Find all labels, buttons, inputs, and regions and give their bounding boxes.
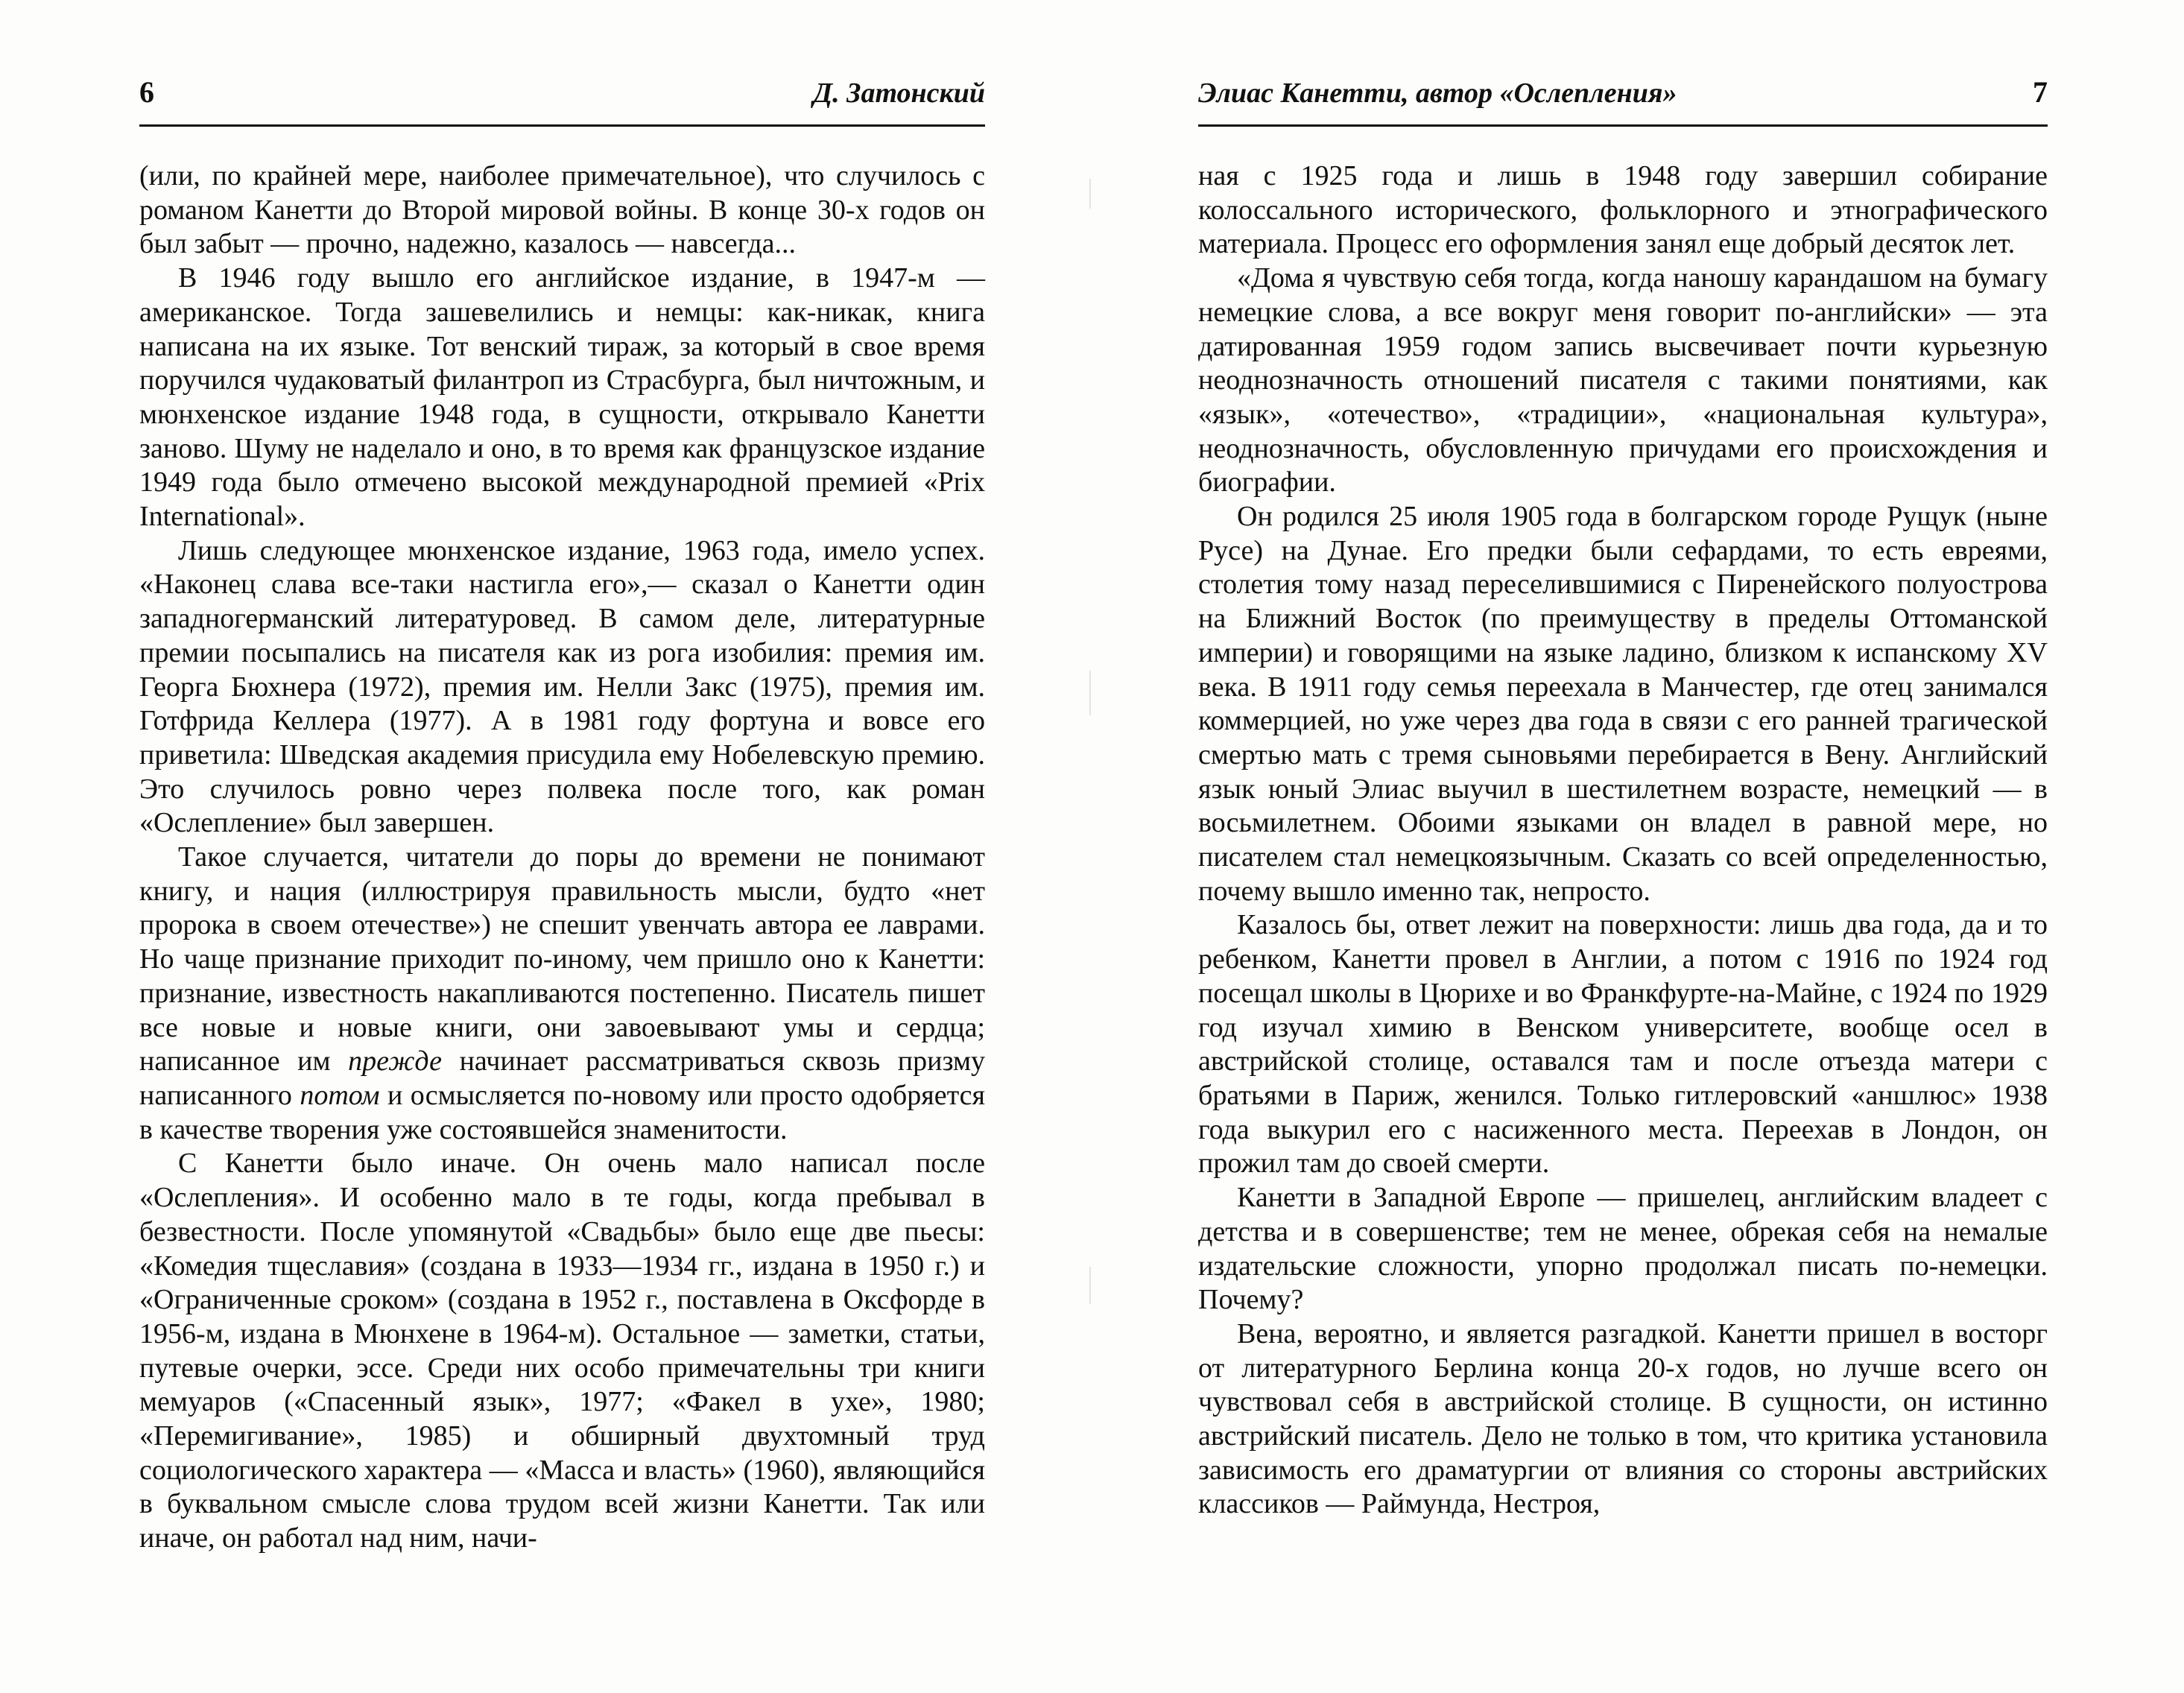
paragraph: С Канетти было иначе. Он очень мало написал после «Ослепления». И особенно мало в те годы, когда пребывал в безвестности. После упомянутой «Свадьбы» было еще две пьесы: «Комедия тщеславия» (создана в 1933—1934 гг., издана в 1950 г.) и «Ограниченные сроком» (создана в 1952 г., поставлена в Оксфорде в 1956-м, издана в Мюнхене в 1964-м). Остальное — заметки, статьи, путевые очерки, эссе. Среди них особо примечательны три книги мемуаров («Спасенный язык», 1977; «Факел в ухе», 1980; «Перемигивание», 1985) и обширный двухтомный труд социологического характера — «Масса и власть» (1960), являющийся в буквальном смысле слова трудом всей жизни Канетти. Так или иначе, он работал над ним, начи- (139, 1148, 985, 1554)
paragraph: «Дома я чувствую себя тогда, когда наношу карандашом на бумагу немецкие слова, а все вокруг меня говорит по-английски» — эта датированная 1959 годом запись высвечивает почти курьезную неоднозначность отношений писателя с такими понятиями, как «язык», «отечество», «традиции», «национальная культура», неоднозначность, обусловленную причудами его происхождения и биографии. (1198, 262, 2048, 499)
right-page (1198, 75, 2048, 1522)
paragraph: Он родился 25 июля 1905 года в болгарском городе Рущук (ныне Русе) на Дунае. Его предки были сефардами, то есть евреями, столетия тому назад переселившимися с Пиренейского полуострова на Ближний Восток (по преимуществу в пределы Оттоманской империи) и говорящими на языке ладино, близком к испанскому XV века. В 1911 году семья переехала в Манчестер, где отец занимался коммерцией, но уже через два года в связи с его ранней трагической смертью мать с тремя сыновьями перебирается в Вену. Английский язык юный Элиас выучил в шестилетнем возрасте, немецкий — в восьмилетнем. Обоими языками он владел в равной мере, но писателем стал немецкоязычным. Сказать со всей определенностью, почему вышло именно так, непросто. (1198, 501, 2048, 907)
page-number-left: 6 (139, 75, 154, 109)
page-number-right: 7 (2033, 75, 2048, 109)
paragraph: ная с 1925 года и лишь в 1948 году завершил собирание колоссального исторического, фольклорного и этнографического материала. Процесс его оформления занял еще добрый десяток лет. (1198, 160, 2048, 260)
paragraph: Казалось бы, ответ лежит на поверхности: лишь два года, да и то ребенком, Канетти провел в Англии, а потом с 1916 по 1924 год посещал школы в Цюрихе и во Франкфурте-на-Майне, с 1924 по 1929 год изучал химию в Венском университете, вообще осел в австрийской столице, оставался там и после отъезда матери с братьями в Париж, женился. Только гитлеровский «аншлюс» 1938 года выкурил его с насиженного места. Переехав в Лондон, он прожил там до своей смерти. (1198, 909, 2048, 1180)
running-head-author: Д. Затонский (813, 77, 985, 109)
right-body-text (1198, 159, 2048, 1522)
gutter-shadow (1089, 671, 1091, 715)
paragraph: Канетти в Западной Европе — пришелец, английским владеет с детства и в совершенстве; тем не менее, обрекая себя на немалые издательские сложности, упорно продолжал писать по-немецки. Почему? (1198, 1182, 2048, 1316)
left-running-head (139, 75, 985, 127)
gutter-shadow (1089, 179, 1091, 209)
paragraph: В 1946 году вышло его английское издание, в 1947-м — американское. Тогда зашевелились и немцы: как-никак, книга написана на их языке. Тот венский тираж, за который в свое время поручился чудаковатый филантроп из Страсбурга, был ничтожным, и мюнхенское издание 1948 года, в сущности, открывало Канетти заново. Шуму не наделало и оно, в то время как французское издание 1949 года было отмечено высокой международной премией «Prix International». (139, 262, 985, 533)
left-page (139, 75, 985, 1556)
paragraph: Лишь следующее мюнхенское издание, 1963 года, имело успех. «Наконец слава все-таки настигла его»,— сказал о Канетти один западногерманский литературовед. В самом деле, литературные премии посыпались на писателя как из рога изобилия: премия им. Георга Бюхнера (1972), премия им. Нелли Закс (1975), премия им. Готфрида Келлера (1977). А в 1981 году фортуна и вовсе его приветила: Шведская академия присудила ему Нобелевскую премию. Это случилось ровно через полвека после того, как роман «Ослепление» был завершен. (139, 534, 985, 839)
gutter-shadow (1089, 1267, 1091, 1304)
italic-word: прежде (348, 1045, 442, 1077)
italic-word: потом (300, 1079, 380, 1111)
paragraph: (или, по крайней мере, наиболее примечательное), что случилось с романом Канетти до Второй мировой войны. В конце 30-х годов он был забыт — прочно, надежно, казалось — навсегда... (139, 160, 985, 260)
running-head-title: Элиас Канетти, автор «Ослепления» (1198, 77, 1677, 109)
right-running-head (1198, 75, 2048, 127)
paragraph: Вена, вероятно, и является разгадкой. Канетти пришел в восторг от литературного Берлина конца 20-х годов, но лучше всего он чувствовал себя в австрийской столице. В сущности, он истинно австрийский писатель. Дело не только в том, что критика установила зависимость его драматургии от влияния со стороны австрийских классиков — Раймунда, Нестроя, (1198, 1317, 2048, 1520)
left-body-text (139, 159, 985, 1556)
paragraph: Такое случается, читатели до поры до времени не понимают книгу, и нация (иллюстрируя правильность мысли, будто «нет пророка в своем отечестве») не спешит увенчать автора ее лаврами. Но чаще признание приходит по-иному, чем пришло оно к Канетти: признание, известность накапливаются постепенно. Писатель пишет все новые и новые книги, они завоевывают умы и сердца; написанное им прежде начинает рассматриваться сквозь призму написанного потом и осмысляется по-новому или просто одобряется в качестве творения уже состоявшейся знаменитости. (139, 841, 985, 1145)
